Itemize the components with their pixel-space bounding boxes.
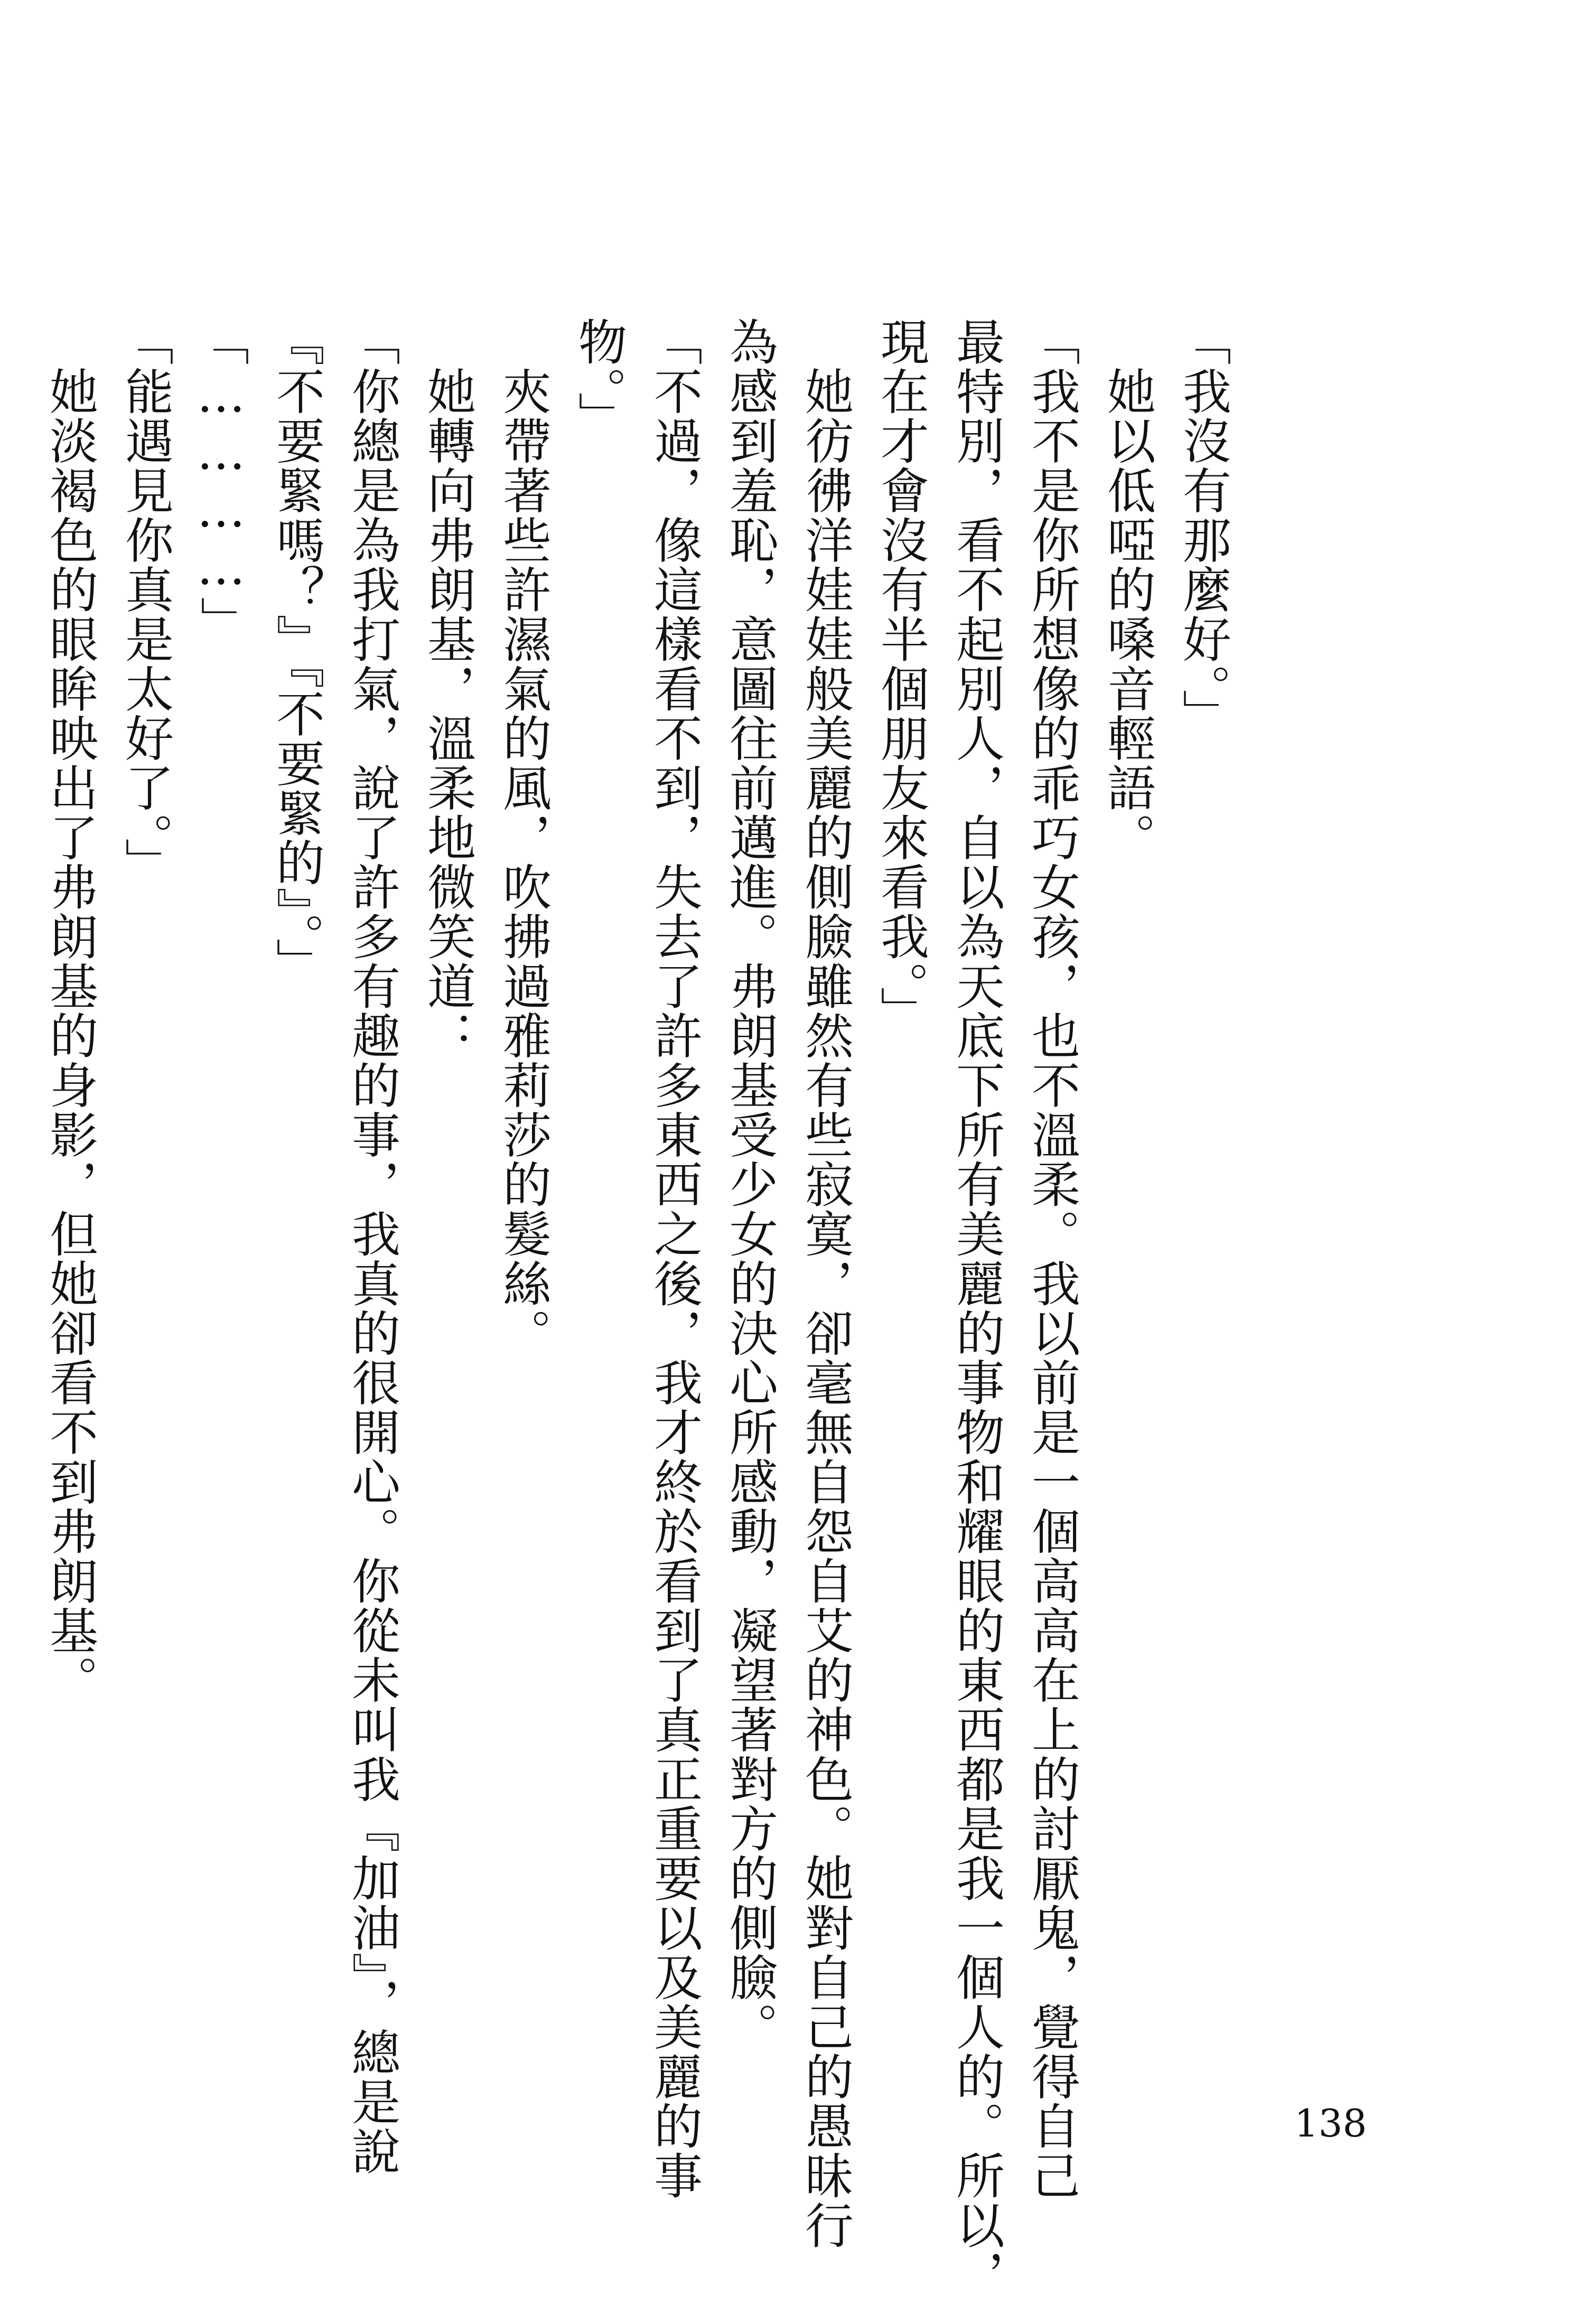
text-line: 最特別，看不起別人，自以為天底下所有美麗的事物和耀眼的東西都是我一個人的。所以， — [948, 317, 1005, 2300]
text-line: 她以低啞的嗓音輕語。 — [1099, 317, 1156, 863]
text-line: 她轉向弗朗基，溫柔地微笑道： — [419, 317, 476, 1061]
text-line: 她淡褐色的眼眸映出了弗朗基的身影，但她卻看不到弗朗基。 — [42, 317, 98, 1705]
text-line: 「…………」 — [193, 317, 249, 646]
text-line: 『不要緊嗎？』『不要緊的』。」 — [268, 317, 325, 988]
vertical-text-block — [42, 317, 1241, 2300]
text-line: 物。」 — [571, 317, 627, 442]
text-line: 「能遇見你真是太好了。」 — [117, 317, 174, 888]
text-line: 「你總是為我打氣，說了許多有趣的事，我真的很開心。你從未叫我『加油』，總是說 — [344, 317, 400, 2176]
text-line: 「我沒有那麼好。」 — [1175, 317, 1231, 739]
text-line: 「我不是你所想像的乖巧女孩，也不溫柔。我以前是一個高高在上的討厭鬼，覺得自己 — [1024, 317, 1080, 2200]
text-line: 「不過，像這樣看不到，失去了許多東西之後，我才終於看到了真正重要以及美麗的事 — [646, 317, 703, 2200]
text-line: 她彷彿洋娃娃般美麗的側臉雖然有些寂寞，卻毫無自怨自艾的神色。她對自己的愚昧行 — [797, 317, 854, 2250]
page-number: 138 — [1294, 2101, 1367, 2145]
text-line: 現在才會沒有半個朋友來看我。」 — [873, 317, 929, 1036]
text-line: 夾帶著些許濕氣的風，吹拂過雅莉莎的髮絲。 — [495, 317, 552, 1358]
text-line: 為感到羞恥，意圖往前邁進。弗朗基受少女的決心所感動，凝望著對方的側臉。 — [722, 317, 778, 2052]
